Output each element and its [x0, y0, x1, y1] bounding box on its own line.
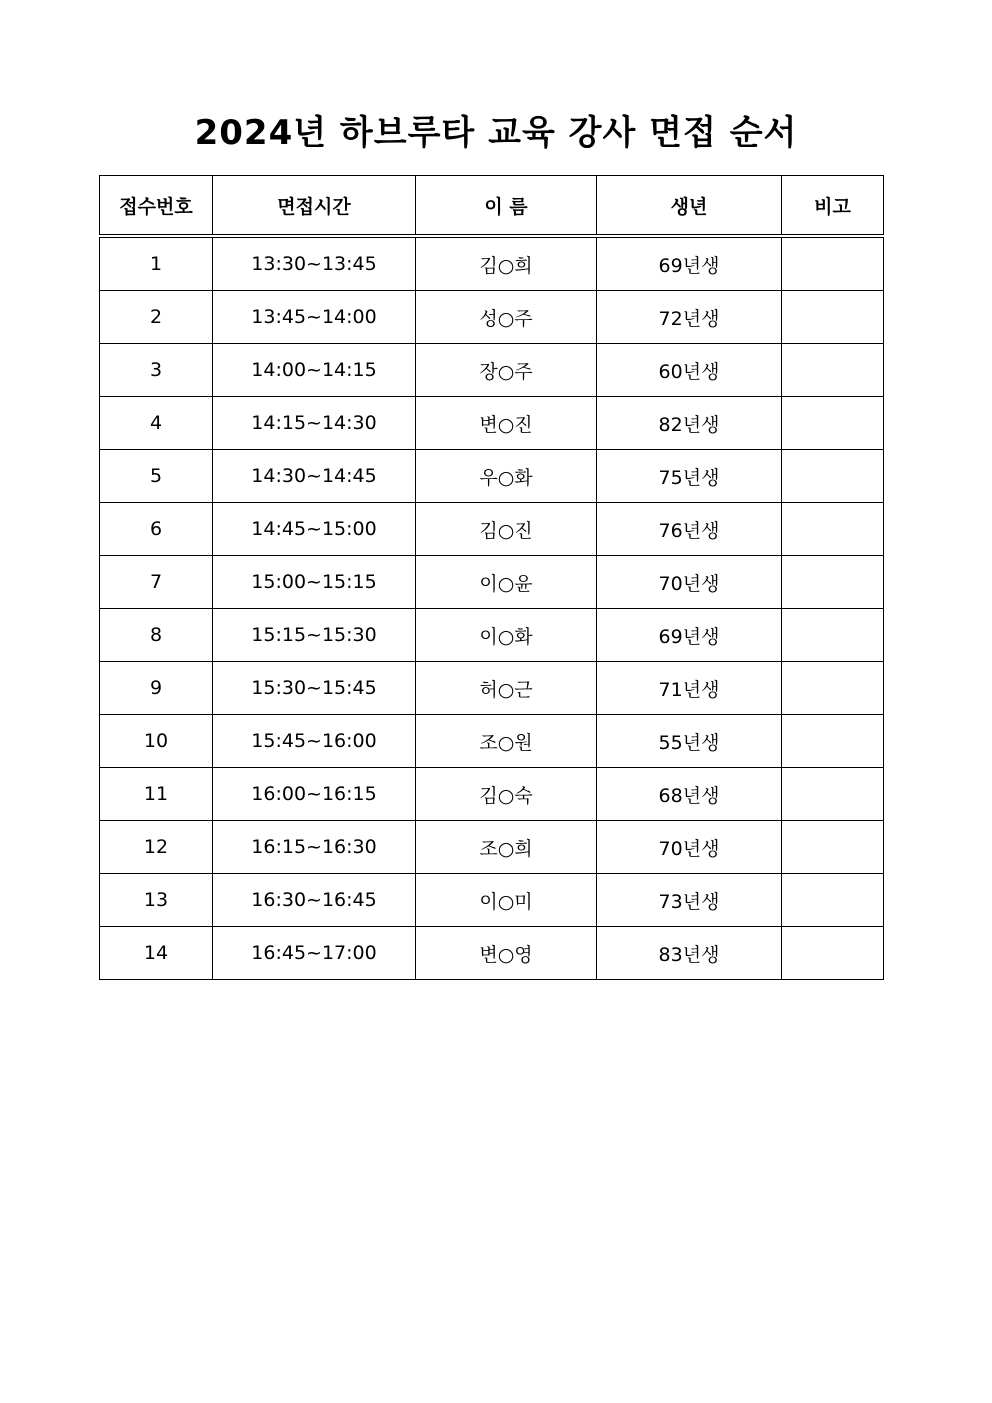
table-row: [100, 768, 884, 821]
cell-birth-year: 73년생: [597, 874, 782, 927]
table-row: [100, 821, 884, 874]
cell-interview-time: 15:45~16:00: [213, 715, 416, 768]
cell-birth-year: 72년생: [597, 291, 782, 344]
header-note: 비고: [782, 176, 884, 237]
cell-interview-time: 16:00~16:15: [213, 768, 416, 821]
cell-note: [782, 715, 884, 768]
cell-name: 이○화: [416, 609, 597, 662]
cell-name: 성○주: [416, 291, 597, 344]
cell-name: 우○화: [416, 450, 597, 503]
cell-reception-number: 4: [100, 397, 213, 450]
table-row: [100, 344, 884, 397]
cell-name: 이○윤: [416, 556, 597, 609]
cell-name: 장○주: [416, 344, 597, 397]
table-row: [100, 874, 884, 927]
cell-interview-time: 15:15~15:30: [213, 609, 416, 662]
cell-note: [782, 927, 884, 980]
cell-note: [782, 291, 884, 344]
cell-note: [782, 503, 884, 556]
cell-name: 허○근: [416, 662, 597, 715]
cell-interview-time: 14:30~14:45: [213, 450, 416, 503]
cell-reception-number: 14: [100, 927, 213, 980]
table-row: [100, 715, 884, 768]
cell-interview-time: 13:30~13:45: [213, 236, 416, 291]
cell-reception-number: 2: [100, 291, 213, 344]
cell-note: [782, 874, 884, 927]
table-row: [100, 609, 884, 662]
cell-birth-year: 71년생: [597, 662, 782, 715]
cell-interview-time: 14:00~14:15: [213, 344, 416, 397]
cell-interview-time: 16:45~17:00: [213, 927, 416, 980]
table-row: [100, 236, 884, 291]
cell-note: [782, 236, 884, 291]
cell-note: [782, 556, 884, 609]
cell-name: 변○영: [416, 927, 597, 980]
cell-note: [782, 397, 884, 450]
cell-note: [782, 609, 884, 662]
table-row: [100, 503, 884, 556]
cell-birth-year: 68년생: [597, 768, 782, 821]
cell-reception-number: 3: [100, 344, 213, 397]
cell-reception-number: 10: [100, 715, 213, 768]
cell-interview-time: 15:00~15:15: [213, 556, 416, 609]
cell-reception-number: 12: [100, 821, 213, 874]
cell-reception-number: 6: [100, 503, 213, 556]
table-row: [100, 450, 884, 503]
interview-schedule-table: [99, 175, 884, 980]
cell-birth-year: 69년생: [597, 609, 782, 662]
header-reception-number: 접수번호: [100, 176, 213, 237]
cell-interview-time: 14:15~14:30: [213, 397, 416, 450]
cell-name: 조○원: [416, 715, 597, 768]
cell-note: [782, 344, 884, 397]
cell-birth-year: 75년생: [597, 450, 782, 503]
table-body: [100, 236, 884, 980]
cell-birth-year: 76년생: [597, 503, 782, 556]
cell-interview-time: 16:30~16:45: [213, 874, 416, 927]
cell-note: [782, 821, 884, 874]
cell-name: 변○진: [416, 397, 597, 450]
cell-reception-number: 11: [100, 768, 213, 821]
cell-birth-year: 70년생: [597, 556, 782, 609]
cell-birth-year: 82년생: [597, 397, 782, 450]
cell-reception-number: 7: [100, 556, 213, 609]
cell-reception-number: 9: [100, 662, 213, 715]
cell-birth-year: 70년생: [597, 821, 782, 874]
table-row: [100, 397, 884, 450]
cell-name: 조○희: [416, 821, 597, 874]
cell-birth-year: 69년생: [597, 236, 782, 291]
header-birth-year: 생년: [597, 176, 782, 237]
table-header-row: [100, 176, 884, 237]
cell-reception-number: 8: [100, 609, 213, 662]
table-row: [100, 927, 884, 980]
cell-interview-time: 14:45~15:00: [213, 503, 416, 556]
cell-note: [782, 662, 884, 715]
header-name: 이 름: [416, 176, 597, 237]
table-row: [100, 556, 884, 609]
cell-birth-year: 83년생: [597, 927, 782, 980]
header-interview-time: 면접시간: [213, 176, 416, 237]
document-title: 2024년 하브루타 교육 강사 면접 순서: [194, 113, 798, 153]
cell-interview-time: 13:45~14:00: [213, 291, 416, 344]
cell-reception-number: 13: [100, 874, 213, 927]
cell-reception-number: 1: [100, 236, 213, 291]
cell-note: [782, 450, 884, 503]
cell-interview-time: 16:15~16:30: [213, 821, 416, 874]
cell-interview-time: 15:30~15:45: [213, 662, 416, 715]
table-row: [100, 662, 884, 715]
cell-name: 김○숙: [416, 768, 597, 821]
cell-reception-number: 5: [100, 450, 213, 503]
table-row: [100, 291, 884, 344]
cell-name: 김○진: [416, 503, 597, 556]
cell-note: [782, 768, 884, 821]
cell-birth-year: 55년생: [597, 715, 782, 768]
cell-name: 김○희: [416, 236, 597, 291]
cell-birth-year: 60년생: [597, 344, 782, 397]
cell-name: 이○미: [416, 874, 597, 927]
